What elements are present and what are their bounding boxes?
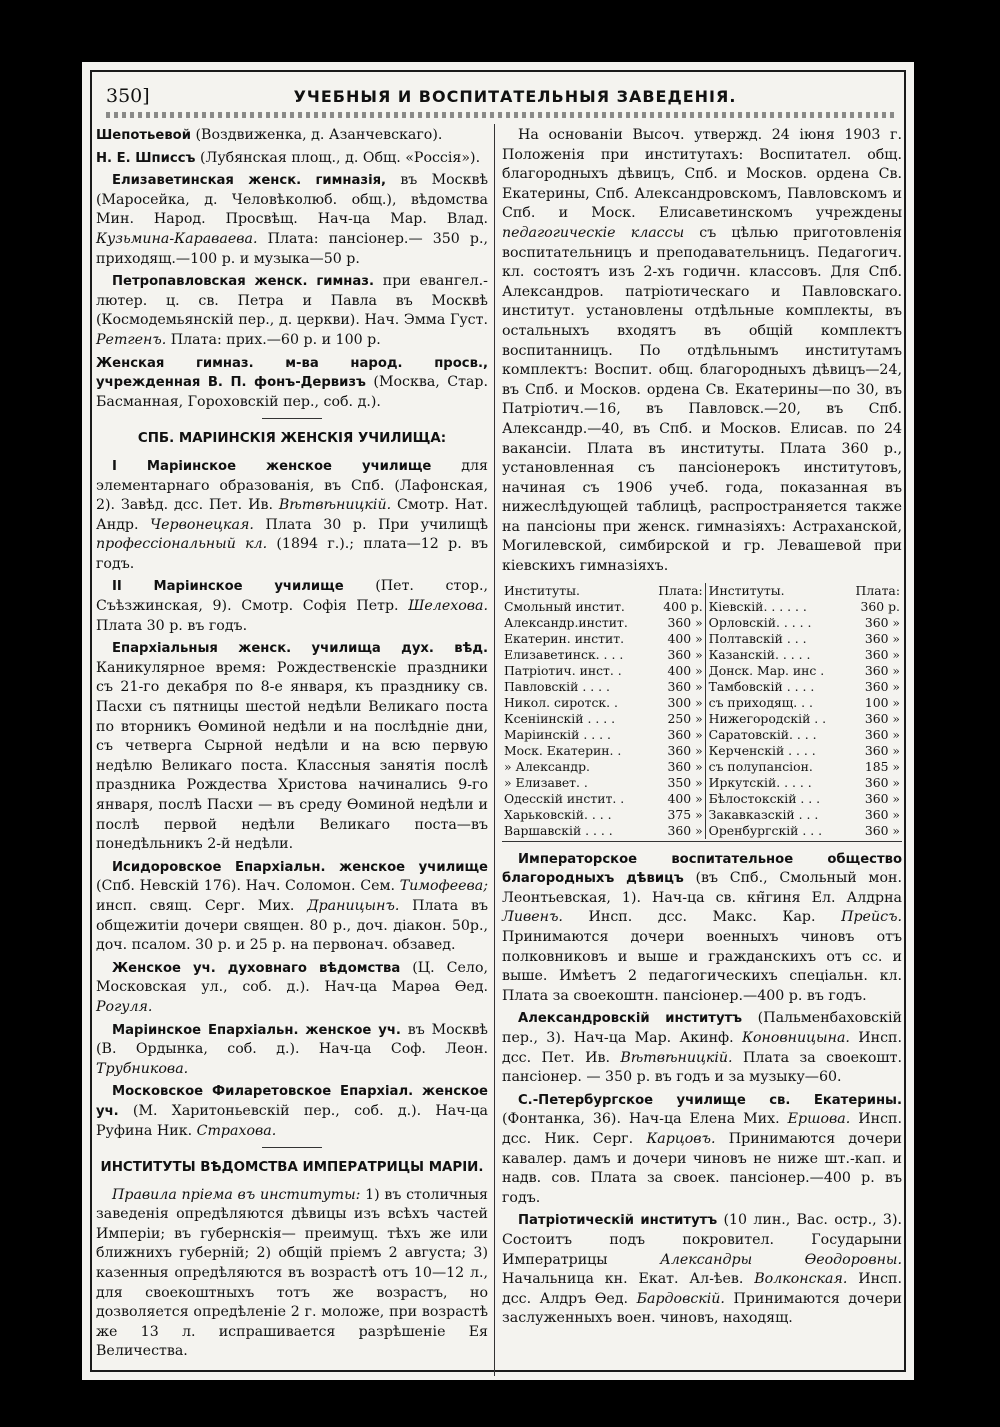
- entry-filaretovskoe: Московское Филаретовское Епархіал. женское уч. (М. Харитоньевскій пер., соб. д.). Нач-ца Руфина Ник. Страхова.: [96, 1084, 488, 1139]
- fee-name: Бѣлостокскій . . .: [708, 790, 821, 806]
- fee-name: Кіевскій. . . . . .: [708, 598, 807, 614]
- fee-name: Донск. Мар. инс .: [708, 662, 825, 678]
- fee-amount: 360 »: [864, 806, 900, 822]
- fee-name: Смольный инстит.: [504, 598, 625, 614]
- fee-amount: 360 »: [667, 726, 703, 742]
- fees-table-row: [502, 759, 902, 775]
- fee-name: съ полупансіон.: [708, 758, 813, 774]
- entry-mariinskoe-2: II Маріинское училище (Пет. стор., Съѣзжинская, 9). Смотр. Софія Петр. Шелехова. Плата 30 р. въ годъ.: [96, 578, 488, 634]
- fee-amount: 360 »: [864, 774, 900, 790]
- fee-amount: 360 »: [864, 678, 900, 694]
- entry-mariinskoe-1: I Маріинское женское училище для элементарнаго образованія, въ Спб. (Лафонская, 2). Завѣд. дсс. Пет. Ив. Вѣтвѣницкій. Смотр. Нат. Андр. Червонецкая. Плата 30 р. При училищѣ профессіональный кл. (1894 г.).; плата—12 р. въ годъ.: [96, 457, 488, 572]
- fee-amount: 100 »: [864, 694, 900, 710]
- column-divider: [494, 124, 495, 1376]
- fee-name: Харьковскій. . . .: [504, 806, 612, 822]
- column-header-fee: Плата:: [855, 582, 900, 598]
- fee-amount: 300 »: [667, 694, 703, 710]
- fee-name: Оренбургскій . . .: [708, 822, 823, 838]
- fee-amount: 375 »: [667, 806, 703, 822]
- left-column: [96, 126, 488, 1365]
- entry-mariinskoe-moscow: Маріинское Епархіальн. женское уч. въ Москвѣ (В. Ордынка, соб. д.). Нач-ца Соф. Леон. Трубникова.: [96, 1021, 488, 1077]
- fee-amount: 360 »: [864, 790, 900, 806]
- fees-table-row: [502, 711, 902, 727]
- book-page: [82, 62, 914, 1380]
- fees-table-row: [502, 791, 902, 807]
- section-rule: [262, 1147, 322, 1148]
- fees-table-row: [502, 823, 902, 839]
- entry-eparchial-schools: Епархіальныя женск. училища дух. вѣд. Каникулярное время: Рождественскіе праздники съ 21-го декабря по 8-е января, къ празднику св. Пасхи съ пятницы шестой недѣли Великаго поста по вторникъ Ѳоминой недѣли и на послѣдніе дни, съ четверга Сырной недѣли и на всю первую недѣлю Великаго поста. Классныя занятія послѣ праздника Рождества Христова начинались 9-го января, послѣ Пасхи — въ среду Ѳоминой недѣли и послѣ первой недѣли Великаго поста—въ понедѣльникъ 2-й недѣли.: [96, 641, 488, 853]
- fee-name: Александр.инстит.: [504, 614, 628, 630]
- right-column: [502, 126, 902, 1332]
- fee-amount: 360 »: [864, 710, 900, 726]
- entry-elizavetinskaya-gymnasium: Елизаветинская женск. гимназія, въ Москвѣ (Маросейка, д. Человѣколюб. общ.), вѣдомства Мин. Народ. Просвѣщ. Нач-ца Мар. Влад. Кузьмина-Караваева. Плата: пансіонер.— 350 р., приходящ.—100 р. и музыка—50 р.: [96, 172, 488, 267]
- fees-table-wrapper: [502, 583, 902, 842]
- fee-name: » Елизавет. .: [504, 774, 588, 790]
- section-heading-institutes: ИНСТИТУТЫ ВѢДОМСТВА ИМПЕРАТРИЦЫ МАРІИ.: [100, 1160, 484, 1176]
- fee-amount: 360 »: [864, 742, 900, 758]
- entry-shpiss: Н. Е. Шписсъ (Лубянская площ., д. Общ. «Россія»).: [96, 149, 481, 166]
- fee-amount: 360 »: [667, 742, 703, 758]
- fee-amount: 360 »: [667, 822, 703, 838]
- fee-amount: 400 »: [667, 790, 703, 806]
- fee-name: съ приходящ. . .: [708, 694, 813, 710]
- fees-table-row: [502, 663, 902, 679]
- column-header-institutes: Институты.: [708, 582, 785, 598]
- fee-amount: 360 »: [864, 646, 900, 662]
- fees-table-row: [502, 743, 902, 759]
- fees-table-row: [502, 647, 902, 663]
- fee-name: Казанскій. . . . .: [708, 646, 811, 662]
- page-header: [106, 82, 894, 110]
- fee-amount: 400 р.: [663, 598, 703, 614]
- fee-amount: 360 р.: [860, 598, 900, 614]
- fee-name: Полтавскій . . .: [708, 630, 807, 646]
- entry-patriotic-institute: Патріотическій институтъ (10 лин., Вас. остр., 3). Состоитъ подъ покровител. Государыни Императрицы Александры Ѳеодоровны. Начальница кн. Екат. Ал-ѣев. Волконская. Инсп. дсс. Алдръ Ѳед. Бардовскій. Принимаются дочери заслуженныхъ воен. чиновъ, находящ.: [502, 1212, 902, 1327]
- fee-name: Керченскій . . . .: [708, 742, 816, 758]
- entry-tsarskoe-selo-school: Женское уч. духовнаго вѣдомства (Ц. Село, Московская ул., соб. д.). Нач-ца Марѳа Ѳед. Рогуля.: [96, 959, 488, 1015]
- fee-name: Одесскій инстит. .: [504, 790, 625, 806]
- fees-table-row: [502, 807, 902, 823]
- entry-smolny-society: Императорское воспитательное общество благородныхъ дѣвицъ (въ Спб., Смольный мон. Леонтьевская, 1). Нач-ца св. кн̃гиня Ел. Алдрна Ливенъ. Инсп. дсс. Макс. Кар. Прейсъ. Принимаются дочери военныхъ чиновъ отъ полковниковъ и выше и гражданскихъ отъ сс. и выше. Имѣетъ 2 педагогическихъ спеціальн. кл. Плата за своекоштн. пансіонер.—400 р. въ годъ.: [502, 851, 902, 1004]
- column-header-fee: Плата:: [658, 582, 703, 598]
- fee-amount: 360 »: [864, 614, 900, 630]
- fee-name: Закавказскій . . .: [708, 806, 819, 822]
- fee-amount: 400 »: [667, 630, 703, 646]
- fee-amount: 360 »: [667, 614, 703, 630]
- page-number: 350]: [106, 85, 150, 107]
- running-title: УЧЕБНЫЯ И ВОСПИТАТЕЛЬНЫЯ ЗАВЕДЕНІЯ.: [293, 86, 737, 106]
- fee-amount: 250 »: [667, 710, 703, 726]
- fee-name: Варшавскій . . . .: [504, 822, 613, 838]
- section-heading-mariinskie: СПБ. МАРІИНСКІЯ ЖЕНСКІЯ УЧИЛИЩА:: [137, 431, 447, 447]
- fee-amount: 360 »: [864, 822, 900, 838]
- fee-amount: 360 »: [667, 646, 703, 662]
- fees-table-header: [502, 583, 902, 599]
- fee-name: » Александр.: [504, 758, 590, 774]
- header-ornament: [106, 112, 894, 118]
- fee-name: Тамбовскій . . . .: [708, 678, 815, 694]
- fee-amount: 360 »: [864, 662, 900, 678]
- fee-name: Патріотич. инст. .: [504, 662, 622, 678]
- fees-table: [502, 583, 902, 839]
- fee-name: Елизаветинск. . . .: [504, 646, 624, 662]
- entry-isidorovskoe: Исидоровское Епархіальн. женское училище (Спб. Невскій 176). Нач. Соломон. Сем. Тимофеева; инсп. свящ. Серг. Мих. Драницынъ. Плата въ общежитіи дочери священ. 80 р., доч. діакон. 50р., доч. псалом. 30 р. и 25 р. на первонач. обзавед.: [96, 859, 488, 954]
- entry-aleksandrovsky-institute: Александровскій институтъ (Пальменбаховскій пер., 3). Нач-ца Мар. Акинф. Коновницына. Инсп. дсс. Пет. Ив. Вѣтвѣницкій. Плата за своекошт. пансіонер. — 350 р. въ годъ и за музыку—60.: [502, 1010, 902, 1086]
- fee-amount: 185 »: [864, 758, 900, 774]
- entry-petropavlovskaya-gymnasium: Петропавловская женск. гимназ. при евангел.-лютер. ц. св. Петра и Павла въ Москвѣ (Космодемьянскій пер., д. церкви). Нач. Эмма Густ. Ретгенъ. Плата: прих.—60 р. и 100 р.: [96, 273, 488, 348]
- fee-name: Никол. сиротск. .: [504, 694, 618, 710]
- fee-name: Орловскій. . . . .: [708, 614, 812, 630]
- entry-pedagogical-classes: На основаніи Высоч. утвержд. 24 іюня 1903 г. Положенія при институтахъ: Воспитател. общ. благородныхъ дѣвицъ, Спб. и Москов. ордена Св. Екатерины, Спб. Александровскомъ, Павловскомъ и Спб. и Моск. Елисаветинскомъ учреждены педагогическіе классы съ цѣлью приготовленія воспитательницъ и преподавательницъ. Педагогич. кл. состоятъ изъ 2-хъ годичн. классовъ. Для Спб. Александров. патріотическаго и Павловскаго. институт. установлены отдѣльные комплекты, въ остальныхъ входятъ въ общій комплектъ воспитанницъ. По отдѣльнымъ институтамъ комплектъ: Воспит. общ. благородныхъ дѣвицъ—24, въ Спб. и Москов. ордена Св. Екатерины—по 30, въ Патріотич.—16, въ Павловск.—20, въ Спб. Александр.—40, въ Спб. и Москов. Елисав. по 24 вакансіи. Плата въ институты. Плата 360 р., установленная съ пансіонерокъ институтовъ, начиная съ 1906 учеб. года, показанная въ нижеслѣдующей таблицѣ, распространяется также на пансіоны при женск. гимназіяхъ: Астраханской, Могилевской, симбирской и гр. Левашевой при кіевскихъ гимназіяхъ.: [502, 127, 903, 575]
- fee-name: Екатерин. инстит.: [504, 630, 625, 646]
- entry-admission-rules: Правила пріема въ институты: 1) въ столичныя заведенія опредѣляются дѣвицы изъ всѣхъ частей Имперіи; въ губернскія— преимущ. тѣхъ же или ближнихъ губерній; 2) общій пріемъ 2 августа; 3) казенныя опредѣляются въ возрастѣ отъ 10—12 л., для своекоштныхъ тотъ же возрастъ, но дозволяется опредѣленіе 2 г. моложе, при возрастѣ же 13 л. испрашивается разрѣшеніе Ея Величества.: [96, 1186, 488, 1360]
- fees-table-row: [502, 695, 902, 711]
- fee-name: Саратовскій. . . .: [708, 726, 817, 742]
- section-rule: [262, 418, 322, 419]
- fee-name: Моск. Екатерин. .: [504, 742, 622, 758]
- fee-name: Павловскій . . . .: [504, 678, 610, 694]
- fee-amount: 360 »: [864, 630, 900, 646]
- fees-table-row: [502, 775, 902, 791]
- fees-table-row: [502, 599, 902, 615]
- fees-table-row: [502, 727, 902, 743]
- fee-name: Нижегородскій . .: [708, 710, 827, 726]
- fee-amount: 400 »: [667, 662, 703, 678]
- fee-name: Маріинскій . . . .: [504, 726, 611, 742]
- fees-table-row: [502, 615, 902, 631]
- fee-name: Ксеніинскій . . . .: [504, 710, 616, 726]
- fee-amount: 360 »: [864, 726, 900, 742]
- fees-table-row: [502, 631, 902, 647]
- fee-name: Иркутскій. . . . .: [708, 774, 812, 790]
- column-header-institutes: Институты.: [504, 582, 580, 598]
- fees-table-row: [502, 679, 902, 695]
- entry-shepotyeva: Шепотьевой (Воздвиженка, д. Азанчевскаго).: [96, 127, 443, 143]
- fee-amount: 360 »: [667, 758, 703, 774]
- fee-amount: 350 »: [667, 774, 703, 790]
- fee-amount: 360 »: [667, 678, 703, 694]
- entry-st-catherine-school: С.-Петербургское училище св. Екатерины. (Фонтанка, 36). Нач-ца Елена Мих. Ершова. Инсп. дсс. Ник. Серг. Карцовъ. Принимаются дочери кавалер. дамъ и дочери чиновъ не ниже шт.-кап. и надв. сов. Плата за своек. пансіонер.—400 р. въ годъ.: [502, 1092, 902, 1206]
- entry-derviz-gymnasium: Женская гимназ. м-ва народ. просв., учрежденная В. П. фонъ-Дервизъ (Москва, Стар. Басманная, Гороховскій пер., соб. д.).: [96, 355, 488, 410]
